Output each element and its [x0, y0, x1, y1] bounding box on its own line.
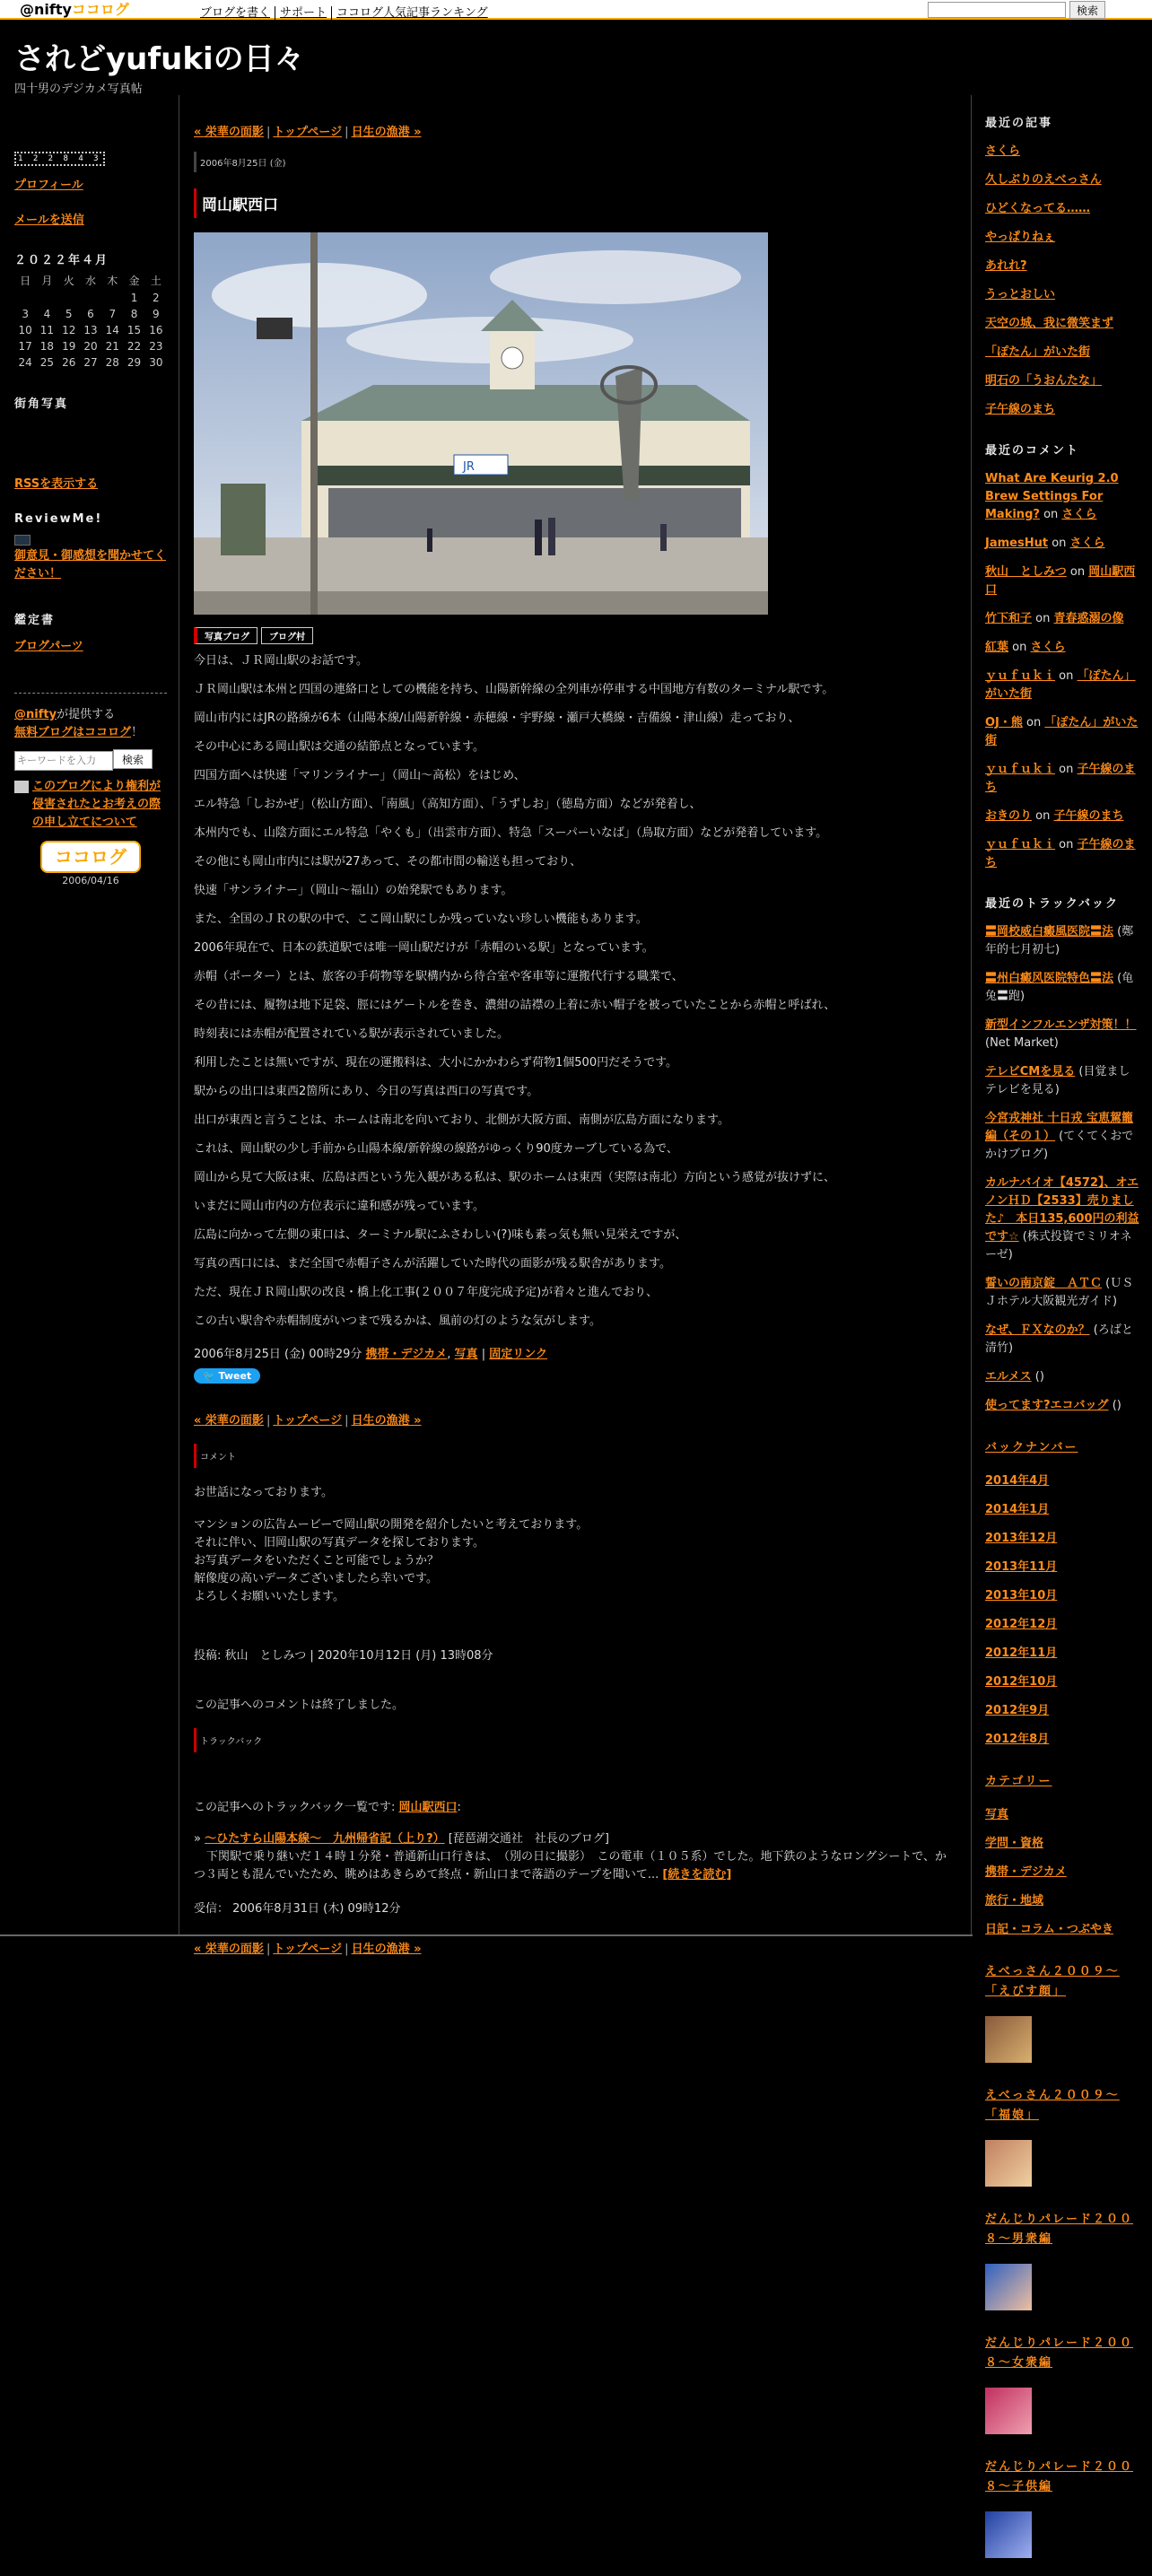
post-paragraph: 赤帽（ポーター）とは、旅客の手荷物等を駅構内から待合室や客車等に運搬代行する職業で、: [194, 970, 684, 983]
post-paragraph: その他にも岡山市内には駅が27あって、その都市間の輸送も担っており、: [194, 855, 582, 869]
post-paragraph: 今日は、ＪＲ岡山駅のお話です。: [194, 654, 368, 668]
trackback-entry: [194, 1830, 947, 1884]
trackback-list-intro: この記事へのトラックバック一覧です: 岡山駅西口:: [194, 1801, 461, 1814]
trackback-label: トラックバック: [194, 1728, 947, 1752]
keyword-search-input[interactable]: [14, 751, 113, 771]
commenter-link[interactable]: おきのり: [985, 809, 1033, 823]
album-link[interactable]: えべっさん２００９〜「えびす顔」: [985, 1965, 1120, 1998]
commenter-link[interactable]: 秋山 としみつ: [985, 565, 1067, 579]
rights-report-link[interactable]: このブログにより権利が侵害されたとお考えの際の申し立てについて: [32, 779, 161, 829]
access-counter: 1 2 2 8 4 3: [14, 152, 105, 166]
recent-comment: 竹下和子 on 青春惑溺の像: [985, 612, 1124, 625]
read-more-link[interactable]: [続きを読む]: [662, 1868, 732, 1882]
photo-blog-badge[interactable]: 写真ブログ: [194, 627, 257, 644]
calendar-day: 3: [22, 308, 29, 320]
top-page-link[interactable]: トップページ: [273, 126, 343, 139]
rss-link[interactable]: RSSを表示する: [14, 477, 99, 491]
commenter-link[interactable]: 紅葉: [985, 641, 1009, 654]
album-link[interactable]: えべっさん２００９〜「福娘」: [985, 2089, 1120, 2122]
album-thumbnail[interactable]: [985, 2264, 1032, 2310]
post-paragraph: 駅からの出口は東西2箇所にあり、今日の写真は西口の写真です。: [194, 1085, 539, 1098]
archive-link[interactable]: 2012年12月: [985, 1618, 1058, 1631]
recent-comment: ｙｕｆｕｋｉ on 子午線のまち: [985, 838, 1136, 869]
calendar-day: 17: [18, 340, 32, 353]
commenter-link[interactable]: ｙｕｆｕｋｉ: [985, 763, 1056, 776]
commenter-link[interactable]: What Are Keurig 2.0 Brew Settings For Making?: [985, 472, 1119, 521]
nifty-text: が提供する: [57, 708, 116, 721]
ranking-link[interactable]: ココログ人気記事ランキング: [331, 6, 493, 20]
recent-comment: ｙｕｆｕｋｉ on 子午線のまち: [985, 763, 1136, 794]
blog-title[interactable]: されどyufukiの日々: [14, 41, 305, 77]
calendar-day: 19: [62, 340, 76, 353]
calendar-day: 1: [130, 292, 138, 304]
weekday: 金: [128, 275, 140, 287]
comment-post-link[interactable]: 子午線のまち: [985, 763, 1136, 794]
post-paragraph: ただ、現在ＪＲ岡山駅の改良・橋上化工事(２００７年度完成予定)が着々と進んでおり、: [194, 1286, 659, 1299]
calendar-day: [101, 290, 123, 306]
post-paragraph: この古い駅舎や赤帽制度がいつまで残るかは、風前の灯のような気がします。: [194, 1314, 601, 1328]
post-paragraph: ＪＲ岡山駅は本州と四国の連絡口としての機能を持ち、山陽新幹線の全列車が停車する中国地方有数のターミナル駅です。: [194, 683, 834, 696]
trackback-url-link[interactable]: 岡山駅西口: [398, 1801, 458, 1814]
main-content: [180, 95, 972, 1956]
recent-post-link[interactable]: 子午線のまち: [985, 403, 1056, 416]
trackback-link[interactable]: 今宮戎神社 十日戎 宝恵駕籠編（その１）: [985, 1112, 1134, 1143]
right-sidebar: [973, 95, 1152, 2493]
archive-link[interactable]: 2012年9月: [985, 1704, 1050, 1717]
comment-post-link[interactable]: さくら: [1030, 641, 1066, 654]
recent-trackback: 使ってます?エコバッグ (): [985, 1399, 1121, 1412]
category-link[interactable]: 写真: [985, 1808, 1009, 1821]
post-paragraph: いまだに岡山市内の方位表示に違和感が残っています。: [194, 1200, 484, 1213]
tweet-button[interactable]: 🐦 Tweet: [194, 1368, 260, 1384]
recent-trackback: カルナバイオ【4572】、オエノンＨＤ【2533】売りました♪ 本日135,600円の利益です☆ (株式投資でミリオネーゼ): [985, 1176, 1139, 1262]
recent-posts-heading: 最近の記事: [985, 117, 1053, 130]
category-link[interactable]: 旅行・地域: [985, 1894, 1044, 1908]
post-paragraph: 四国方面へは快速「マリンライナー」（岡山〜高松）をはじめ、: [194, 769, 526, 782]
calendar-day: 8: [130, 308, 138, 320]
weekday: 月: [41, 275, 53, 287]
comment-line: マンションの広告ムービーで岡山駅の開発を紹介したいと考えております。: [194, 1518, 589, 1532]
trackback-received: 受信： 2006年8月31日 (木) 09時12分: [194, 1902, 401, 1916]
calendar-day: [58, 290, 80, 306]
comment-line: よろしくお願いいたします。: [194, 1590, 345, 1603]
nifty-text-end: ！: [131, 726, 144, 739]
free-blog-link[interactable]: 無料ブログはココログ: [14, 726, 132, 739]
calendar-day: 5: [65, 308, 73, 320]
okayama-station-photo[interactable]: [194, 232, 768, 615]
recent-comment: What Are Keurig 2.0 Brew Settings For Making? on さくら: [985, 472, 1119, 521]
calendar-day: 22: [127, 340, 142, 353]
comment-line: お写真データをいただくこと可能でしょうか？: [194, 1554, 440, 1567]
calendar-day: 2: [153, 292, 160, 304]
cocolog-logo[interactable]: @niftyココログ: [20, 1, 129, 18]
top-page-link[interactable]: トップページ: [273, 1414, 343, 1428]
recent-post-link[interactable]: さくら: [985, 144, 1021, 158]
footer-divider: [0, 1934, 973, 1936]
calendar-day: 25: [39, 356, 55, 369]
next-post-link[interactable]: 日生の漁港 »: [351, 126, 422, 139]
recent-trackback: 新型インフルエンザ対策！！ (Net Market): [985, 1018, 1137, 1050]
post-paragraph: 岡山市内にはJRの路線が6本（山陽本線/山陽新幹線・赤穂線・宇野線・瀬戸大橋線・吉備線・津山線）走っており、: [194, 712, 800, 725]
nifty-link[interactable]: @nifty: [14, 708, 57, 721]
archive-link[interactable]: 2014年1月: [985, 1503, 1050, 1516]
blog-parts-link[interactable]: ブログパーツ: [14, 640, 83, 653]
category-link[interactable]: 学問・資格: [985, 1837, 1044, 1850]
weekday: 日: [20, 275, 31, 287]
post-nav-middle: « 栄華の面影 | トップページ | 日生の漁港 »: [194, 1414, 422, 1428]
backnumber-heading[interactable]: バックナンバー: [985, 1441, 1078, 1454]
admin-heading: 鑑定書: [14, 614, 56, 627]
ranking-badges: [194, 627, 947, 644]
post-paragraph: エル特急「しおかぜ」（松山方面）、「南風」（高知方面）、「うずしお」（徳島方面）などが発着し、: [194, 798, 702, 811]
calendar-day: 29: [127, 356, 142, 369]
trackback-link[interactable]: 〓岡校威白癜風医院〓法: [985, 925, 1114, 939]
photos-heading: 街角写真: [14, 397, 69, 411]
review-image-icon[interactable]: [14, 535, 31, 546]
commenter-link[interactable]: OJ・熊: [985, 716, 1023, 729]
category-link[interactable]: 携帯・デジカメ: [985, 1865, 1067, 1879]
calendar-day: 11: [39, 324, 55, 336]
recent-trackback: 誓いの南京錠 ＡＴＣ (ＵＳＪホテル大阪観光ガイド): [985, 1277, 1134, 1308]
commenter-link[interactable]: JamesHut: [985, 537, 1049, 550]
prev-post-link[interactable]: « 栄華の面影: [194, 1414, 264, 1428]
calendar-day: 28: [105, 356, 119, 369]
post-paragraph: これは、岡山駅の少し手前から山陽本線/新幹線の線路がゆっくり90度カーブしている為で、: [194, 1142, 678, 1156]
post-paragraph: 岡山から見て大阪は東、広島は西という先入観がある私は、駅のホームは東西（実際は南北）方向という感覚が抜けずに、: [194, 1171, 836, 1184]
calendar-day: 14: [105, 324, 119, 336]
post-title: 岡山駅西口: [194, 188, 947, 218]
trackback-entry-link[interactable]: 〜ひたすら山陽本線〜 九州帰省記（上り?）: [205, 1832, 445, 1846]
recent-trackback: 〓州白癜风医院特色〓法 (龟兔〓跑): [985, 972, 1134, 1003]
recent-post-link[interactable]: あれれ?: [985, 259, 1027, 273]
svg-text:JR: JR: [463, 460, 475, 474]
calendar-day: 4: [43, 308, 51, 320]
calendar-title: ２０２２年４月: [14, 254, 109, 267]
nifty-search-button[interactable]: 検索: [1069, 1, 1105, 19]
recent-trackback: 〓岡校威白癜風医院〓法 (鄭年的七月初七): [985, 925, 1134, 956]
recent-trackback: なぜ、ＦＸなのか？ (ろばと清竹): [985, 1323, 1133, 1355]
post-time: 2006年8月25日 (金) 00時29分: [194, 1348, 362, 1361]
category-link[interactable]: 写真: [454, 1348, 478, 1361]
comment-post-link[interactable]: 子午線のまち: [985, 838, 1136, 869]
comment-meta: 投稿: 秋山 としみつ | 2020年10月12日 (月) 13時08分: [194, 1649, 493, 1663]
recent-post-link[interactable]: うっとおしい: [985, 288, 1056, 301]
recent-post-link[interactable]: ひどくなってる……: [985, 202, 1091, 215]
comment-post-link[interactable]: 岡山駅西口: [985, 565, 1136, 597]
trackback-link[interactable]: 〓州白癜风医院特色〓法: [985, 972, 1114, 985]
calendar-day: 23: [149, 340, 163, 353]
station-photo-illustration: [194, 232, 768, 615]
calendar-day: 21: [105, 340, 119, 353]
blog-village-badge[interactable]: ブログ村: [261, 627, 313, 644]
trackback-source: [琵琶湖交通社 社長のブログ]: [448, 1832, 609, 1846]
recent-trackback: テレビCMを見る (目覚ましテレビを見る): [985, 1065, 1130, 1096]
recent-comment: おきのり on 子午線のまち: [985, 809, 1124, 823]
post-nav-bottom: « 栄華の面影 | トップページ | 日生の漁港 »: [194, 1943, 422, 1956]
album-link[interactable]: だんじりパレード２００８〜子供編: [985, 2460, 1134, 2493]
album-thumbnail[interactable]: [985, 2140, 1032, 2187]
calendar-day: 16: [149, 324, 163, 336]
comment-post-link[interactable]: 「ぽたん」がいた街: [985, 669, 1136, 701]
recent-comments-heading: 最近のコメント: [985, 444, 1080, 458]
blog-banner: [0, 22, 1152, 95]
weekday: 水: [84, 275, 96, 287]
top-page-link[interactable]: トップページ: [273, 1943, 343, 1956]
blog-description: 四十男のデジカメ写真帖: [14, 83, 143, 96]
archive-link[interactable]: 2012年11月: [985, 1646, 1058, 1660]
calendar-day: 18: [39, 340, 55, 353]
badge-date: 2006/04/16: [62, 874, 119, 886]
calendar-day: 7: [109, 308, 117, 320]
trackback-link[interactable]: 新型インフルエンザ対策！！: [985, 1018, 1137, 1032]
comment-line: お世話になっております。: [194, 1486, 333, 1499]
comment-post-link[interactable]: さくら: [1069, 537, 1105, 550]
calendar-day: 30: [149, 356, 163, 369]
recent-post-link[interactable]: やっぱりねぇ: [985, 231, 1056, 244]
archive-link[interactable]: 2012年8月: [985, 1733, 1050, 1746]
recent-trackbacks-heading: 最近のトラックバック: [985, 897, 1119, 911]
calendar-day: [14, 290, 36, 306]
calendar-day: 6: [87, 308, 94, 320]
bullet-icon: »: [194, 1832, 205, 1846]
category-heading[interactable]: カテゴリー: [985, 1775, 1052, 1788]
post-paragraph: 2006年現在で、日本の鉄道駅では唯一岡山駅だけが「赤帽のいる駅」となっています。: [194, 941, 654, 955]
recent-post-link[interactable]: 明石の「うおんたな」: [985, 374, 1103, 388]
keyword-search-button[interactable]: 検索: [113, 749, 153, 769]
recent-comment: 紅葉 on さくら: [985, 641, 1066, 654]
archive-link[interactable]: 2013年12月: [985, 1532, 1058, 1545]
trackback-link[interactable]: カルナバイオ【4572】、オエノンＨＤ【2533】売りました♪ 本日135,600円の利益です☆: [985, 1176, 1139, 1244]
commenter-link[interactable]: 竹下和子: [985, 612, 1033, 625]
archive-link[interactable]: 2013年10月: [985, 1589, 1058, 1602]
profile-link[interactable]: プロフィール: [14, 179, 83, 192]
comment-line: 解像度の高いデータございましたら幸いです。: [194, 1572, 438, 1585]
album-link[interactable]: だんじりパレード２００８〜男衆編: [985, 2213, 1134, 2246]
post-nav-top: « 栄華の面影 | トップページ | 日生の漁港 »: [194, 126, 422, 139]
commenter-link[interactable]: ｙｕｆｕｋｉ: [985, 669, 1056, 683]
trackback-excerpt: 下関駅で乗り継いだ１４時１分発・普通新山口行きは、 （別の日に撮影） この電車（１０５系）でした。地下鉄のようなロングシートで、かつ３両とも混んでいたため、眺めはあきらめて終点・新山口まで落語のテープを聞いて...: [194, 1850, 947, 1882]
calendar-day: 12: [62, 324, 76, 336]
recent-post-link[interactable]: 久しぶりのえべっさん: [985, 173, 1102, 187]
next-post-link[interactable]: 日生の漁港 »: [351, 1414, 422, 1428]
trackback-link[interactable]: なぜ、ＦＸなのか？: [985, 1323, 1090, 1337]
recent-comment: JamesHut on さくら: [985, 537, 1105, 550]
comment-post-link[interactable]: 青春惑溺の像: [1053, 612, 1124, 625]
comment-post-link[interactable]: 子午線のまち: [1053, 809, 1124, 823]
commenter-link[interactable]: ｙｕｆｕｋｉ: [985, 838, 1056, 851]
comment-post-link[interactable]: さくら: [1061, 508, 1097, 521]
category-link[interactable]: 日記・コラム・つぶやき: [985, 1923, 1113, 1936]
post-paragraph: 出口が東西と言うことは、ホームは南北を向いており、北側が大阪方面、南側が広島方面になります。: [194, 1113, 729, 1127]
trackback-link[interactable]: 誓いの南京錠 ＡＴＣ: [985, 1277, 1103, 1290]
post-paragraph: 快速「サンライナー」（岡山〜福山）の始発駅でもあります。: [194, 884, 513, 897]
calendar-day: 27: [83, 356, 98, 369]
post-paragraph: 写真の西口には、まだ全国で赤帽子さんが活躍していた時代の面影が残る駅舎があります。: [194, 1257, 671, 1271]
comment-line: それに伴い、旧岡山駅の写真データを探しております。: [194, 1536, 484, 1550]
left-sidebar: [0, 95, 179, 1934]
next-post-link[interactable]: 日生の漁港 »: [351, 1943, 422, 1956]
recent-post-link[interactable]: 天空の城、我に微笑まず: [985, 317, 1114, 330]
divider: [14, 693, 167, 694]
trackback-link[interactable]: テレビCMを見る: [985, 1065, 1076, 1078]
permalink[interactable]: 固定リンク: [489, 1348, 547, 1361]
archive-link[interactable]: 2014年4月: [985, 1474, 1050, 1488]
post-paragraph: 時刻表には赤帽が配置されている駅が表示されていました。: [194, 1027, 510, 1041]
album-thumbnail[interactable]: [985, 2016, 1032, 2063]
report-icon: [14, 781, 29, 793]
calendar-day: 26: [62, 356, 76, 369]
nifty-links: [196, 3, 493, 20]
calendar-day: [80, 290, 101, 306]
nifty-search-input[interactable]: [928, 2, 1066, 18]
archive-link[interactable]: 2012年10月: [985, 1675, 1058, 1689]
nifty-top-bar: [0, 0, 1152, 20]
album-thumbnail[interactable]: [985, 2511, 1032, 2558]
album-link[interactable]: だんじりパレード２００８〜女衆編: [985, 2336, 1134, 2370]
recent-trackback: 今宮戎神社 十日戎 宝恵駕籠編（その１） (てくてくおでかけブログ): [985, 1112, 1134, 1161]
calendar-day: 24: [18, 356, 32, 369]
category-link[interactable]: 携帯・デジカメ: [365, 1348, 448, 1361]
weekday: 木: [107, 275, 118, 287]
calendar-day: 9: [153, 308, 160, 320]
post-body: [194, 655, 947, 1327]
post-paragraph: その昔には、履物は地下足袋、脛にはゲートルを巻き、濃紺の詰襟の上着に赤い帽子を被っていたことから赤帽と呼ばれ、: [194, 999, 836, 1012]
twitter-bird-icon: 🐦: [203, 1370, 219, 1382]
comments-closed-note: この記事へのコメントは終了しました。: [194, 1698, 405, 1712]
post-paragraph: その中心にある岡山駅は交通の結節点となっています。: [194, 740, 484, 754]
weekday: 火: [63, 275, 74, 287]
calendar-day: 13: [83, 324, 98, 336]
recent-comment: 秋山 としみつ on 岡山駅西口: [985, 565, 1136, 597]
recent-comment: ｙｕｆｕｋｉ on 「ぽたん」がいた街: [985, 669, 1136, 701]
calendar-day: 15: [127, 324, 142, 336]
weekday: 土: [150, 275, 161, 287]
post-paragraph: 広島に向かって左側の東口は、ターミナル駅にふさわしい(?)味も素っ気も無い見栄えですが、: [194, 1228, 687, 1242]
calendar-day: 20: [83, 340, 98, 353]
review-link[interactable]: 御意見・御感想を聞かせてください！: [14, 549, 167, 581]
post-paragraph: 本州内でも、山陰方面にエル特急「やくも」（出雲市方面）、特急「スーパーいなば」（鳥取方面）などが発着しています。: [194, 826, 828, 840]
calendar-day: 10: [18, 324, 32, 336]
trackback-link[interactable]: 使ってます?エコバッグ: [985, 1399, 1109, 1412]
send-mail-link[interactable]: メールを送信: [14, 214, 84, 227]
calendar: [14, 271, 167, 371]
write-blog-link[interactable]: ブログを書く: [200, 6, 271, 20]
review-heading: ReviewMe!: [14, 512, 103, 526]
post-paragraph: 利用したことは無いですが、現在の運搬料は、大小にかかわらず荷物1個500円だそうです。: [194, 1056, 678, 1070]
album-thumbnail[interactable]: [985, 2388, 1032, 2434]
prev-post-link[interactable]: « 栄華の面影: [194, 1943, 264, 1956]
recent-trackback: エルメス (): [985, 1370, 1044, 1384]
cocolog-badge[interactable]: ココログ: [40, 841, 141, 873]
recent-post-link[interactable]: 「ぽたん」がいた街: [985, 345, 1091, 359]
post-date: 2006年8月25日 (金): [194, 152, 947, 172]
archive-link[interactable]: 2013年11月: [985, 1560, 1058, 1574]
comment-post-link[interactable]: 「ぽたん」がいた街: [985, 716, 1139, 747]
post-paragraph: また、全国のＪＲの駅の中で、ここ岡山駅にしか残っていない珍しい機能もあります。: [194, 913, 648, 926]
calendar-day: [36, 290, 57, 306]
recent-comment: OJ・熊 on 「ぽたん」がいた街: [985, 716, 1139, 747]
trackback-link[interactable]: エルメス: [985, 1370, 1032, 1384]
support-link[interactable]: サポート: [275, 6, 331, 20]
comments-label: コメント: [194, 1444, 947, 1468]
post-footer: 2006年8月25日 (金) 00時29分 携帯・デジカメ, 写真 | 固定リンク: [194, 1348, 547, 1361]
prev-post-link[interactable]: « 栄華の面影: [194, 126, 264, 139]
